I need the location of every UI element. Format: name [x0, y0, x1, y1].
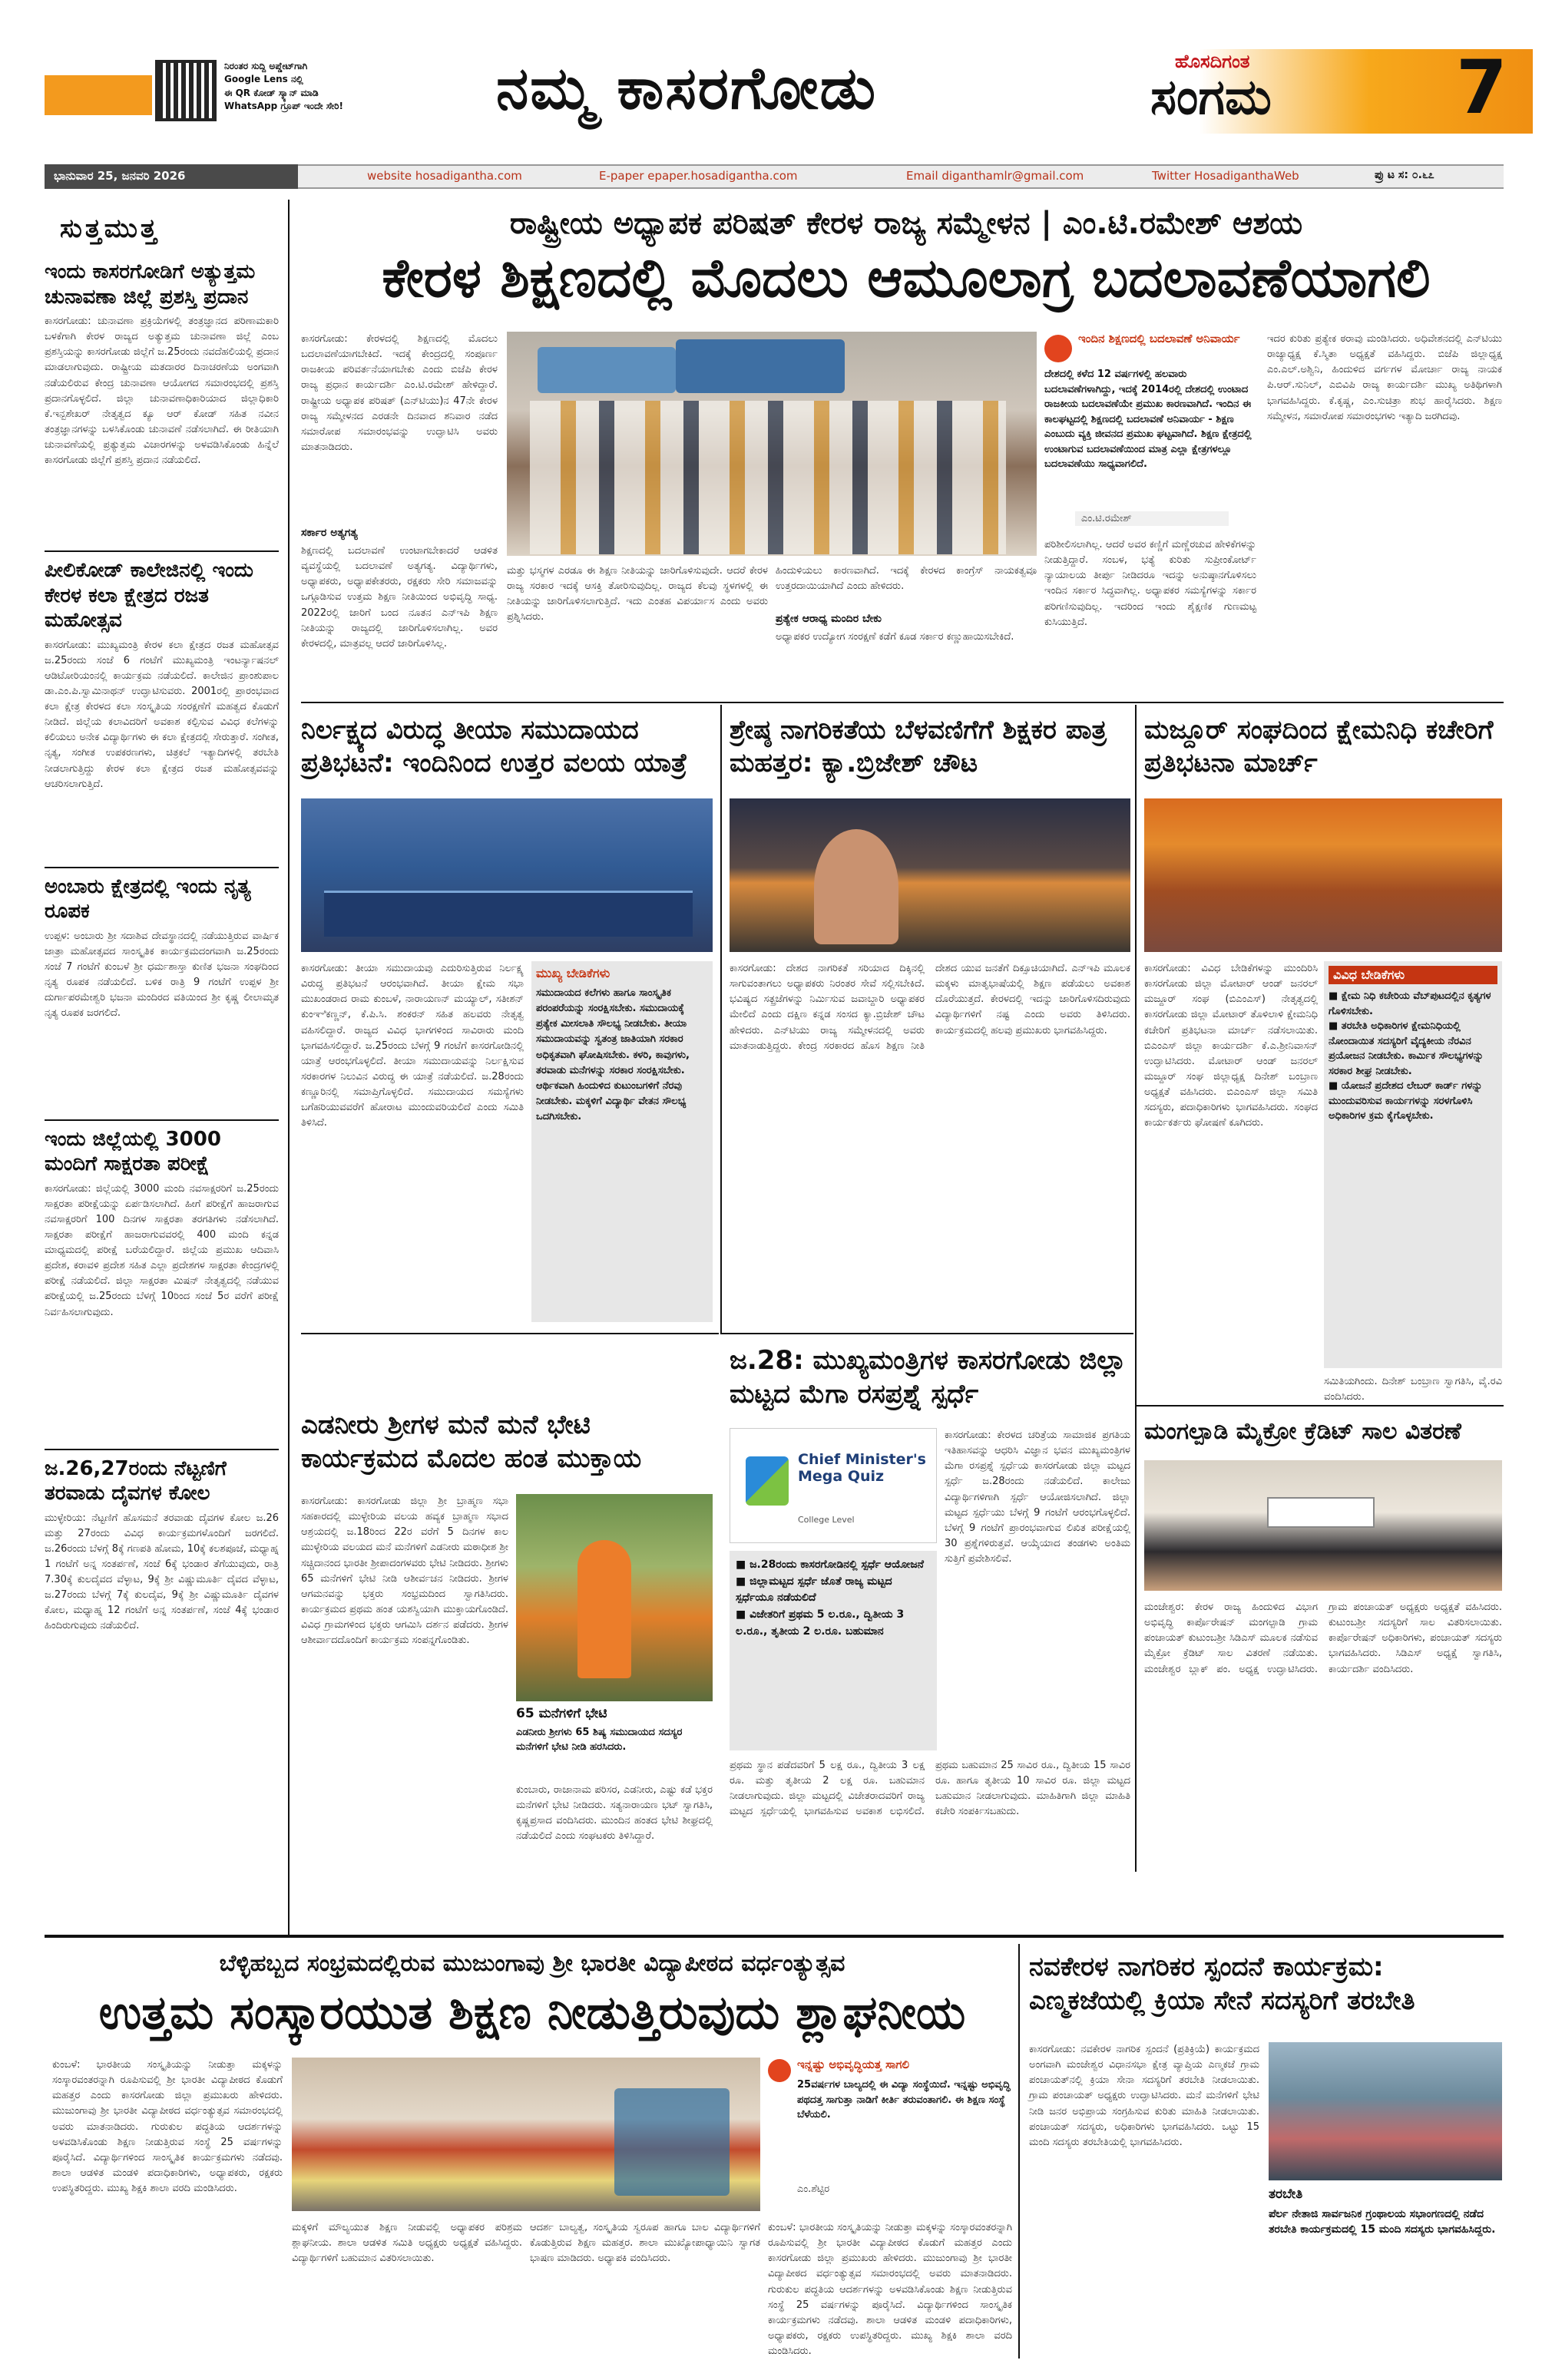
- lead-photo[interactable]: [507, 332, 1037, 556]
- quiz-logo: Chief Minister's Mega Quiz: [798, 1451, 926, 1485]
- demand-box-body: ■ ಕ್ಷೇಮ ನಿಧಿ ಕಚೇರಿಯ ವೆಬ್‌ಪುಟದಲ್ಲಿನ ಕೃತ್ಯಗಳ ಗೊಳಿಸಬೇಕು. ■ ತರಬೇತಿ ಅಧಿಕಾರಿಗಳ ಕ್ಷೇಮನಿಧಿಯಲ್ಲಿ ನೋಂದಾಯಿತ ಸದಸ್ಯರಿಗೆ ವೈದ್ಯಕೀಯ ನೆರವಿನ ಪ್ರಯೋಜನ ನೀಡಬೇಕು. ಕಾರ್ಮಿಕ ಸೌಲಭ್ಯಗಳನ್ನು ಸರಕಾರ ಶೀಘ್ರ ನೀಡಬೇಕು. ■ ಯೋಜನೆ ಪ್ರದೇಶದ ಲೇಬರ್ ಕಾರ್ಡ್ ಗಳನ್ನು ಮುಂದುವರಿಸುವ ಕಾರ್ಯಗಳನ್ನು ಸರಳಗೊಳಿಸಿ ಅಧಿಕಾರಿಗಳ ಕ್ರಮ ಕೈಗೊಳ್ಳಬೇಕು.: [1329, 990, 1491, 1122]
- lead-body-col5: ಇದರ ಕುರಿತು ಪ್ರತ್ಯೇಕ ಠರಾವು ಮಂಡಿಸಿದರು. ಅಧಿವೇಶನದಲ್ಲಿ ಎನ್‌ಟಿಯು ರಾಜ್ಯಾಧ್ಯಕ್ಷ ಕೆ.ಸ್ಮಿತಾ ಅಧ್ಯಕ್ಷತೆ ವಹಿಸಿದ್ದರು. ಬಿಜೆಪಿ ಜಿಲ್ಲಾಧ್ಯಕ್ಷ ಎಂ.ಎಲ್.ಅಶ್ವಿನಿ, ಹಿಂದುಳಿದ ವರ್ಗಗಳ ಮೋರ್ಚಾ ರಾಜ್ಯ ನಾಯಕ ಪಿ.ಆರ್.ಸುನಿಲ್, ಎಬಿವಿಪಿ ರಾಜ್ಯ ಕಾರ್ಯದರ್ಶಿ ಮುಖ್ಯ ಅತಿಥಿಗಳಾಗಿ ಭಾಗವಹಿಸಿದ್ದರು. ಕೆ.ಕೃಷ್ಣ, ಎಂ.ಸುಚಿತ್ರಾ ಶುಭ ಹಾರೈಸಿದರು. ಶಿಕ್ಷಣ ಸಮ್ಮೇಳನ, ಸಮಾರೋಪ ಸಮಾರಂಭಗಳು ಇತ್ಯಾದಿ ಜರಗಿದವು.: [1267, 333, 1502, 422]
- story-headline: ಮಜ್ದೂರ್ ಸಂಘದಿಂದ ಕ್ಷೇಮನಿಧಿ ಕಚೇರಿಗೆ ಪ್ರತಿಭಟನಾ ಮಾರ್ಚ್: [1144, 715, 1494, 778]
- page-code: ಪ್ರು ಟ ಸ: ೦.೬೭: [1375, 169, 1434, 181]
- quote-byline: ಎಂ.ಶೆಟ್ಟಿರ: [797, 2183, 830, 2195]
- lead-kicker: ರಾಷ್ಟ್ರೀಯ ಅಧ್ಯಾಪಕ ಪರಿಷತ್ ಕೇರಳ ರಾಜ್ಯ ಸಮ್ಮೇಳನ | ಎಂ.ಟಿ.ರಮೇಶ್ ಆಶಯ: [509, 206, 1303, 241]
- story-body-3: ಆದರ್ಶ ಬಾಲ್ಯತ್ವ, ಸಂಸ್ಕೃತಿಯ ಸ್ವರೂಪ ಹಾಗೂ ಬಾಲ ವಿದ್ಯಾರ್ಥಿಗಳಿಗೆ ಕೊಡುತ್ತಿರುವ ಶಿಕ್ಷಣ ಮಹತ್ತರ. ಶಾಲಾ ಮುಖ್ಯೋಪಾಧ್ಯಾಯಿನಿ ಸ್ವಾಗತ ಭಾಷಣ ಮಾಡಿದರು. ಅಧ್ಯಾಪಕಿ ವಂದಿಸಿದರು.: [530, 2222, 760, 2265]
- quiz-logo-icon: [746, 1456, 789, 1506]
- quote-headline: ಇನ್ನಷ್ಟು ಅಭಿವೃದ್ಧಿಯತ್ತ ಸಾಗಲಿ: [797, 2058, 910, 2071]
- demand-box: [531, 961, 713, 1322]
- quote-icon: [1044, 335, 1072, 362]
- story-photo[interactable]: [292, 2058, 760, 2211]
- story-body: ಕಾಸರಗೋಡು: ವಿವಿಧ ಬೇಡಿಕೆಗಳನ್ನು ಮುಂದಿರಿಸಿ ಕಾಸರಗೋಡು ಜಿಲ್ಲಾ ಮೋಟಾರ್ ಆಂಡ್ ಜನರಲ್ ಮಜ್ದೂರ್ ಸಂಘ (ಬಿಎಂಎಸ್) ನೇತೃತ್ವದಲ್ಲಿ ಕಾಸರಗೋಡು ಜಿಲ್ಲಾ ಮೋಟಾರ್ ತೊಳಿಲಾಳಿ ಕ್ಷೇಮನಿಧಿ ಕಚೇರಿಗೆ ಪ್ರತಿಭಟನಾ ಮಾರ್ಚ್ ನಡೆಸಲಾಯಿತು. ಬಿಎಂಎಸ್ ಜಿಲ್ಲಾ ಕಾರ್ಯದರ್ಶಿ ಕೆ.ಎ.ಶ್ರೀನಿವಾಸನ್ ಉದ್ಘಾಟಿಸಿದರು. ಮೋಟಾರ್ ಆಂಡ್ ಜನರಲ್ ಮಜ್ದೂರ್ ಸಂಘ ಜಿಲ್ಲಾಧ್ಯಕ್ಷ ದಿನೇಶ್ ಬಂಬ್ರಾಣ ಅಧ್ಯಕ್ಷತೆ ವಹಿಸಿದರು. ಬಿಎಂಎಸ್ ಜಿಲ್ಲಾ ಸಮಿತಿ ಸದಸ್ಯರು, ಪದಾಧಿಕಾರಿಗಳು ಭಾಗವಹಿಸಿದರು. ಸಂಘದ ಕಾರ್ಯಕರ್ತರು ಘೋಷಣೆ ಕೂಗಿದರು.: [1144, 963, 1318, 1129]
- twitter-link[interactable]: Twitter HosadiganthaWeb: [1152, 169, 1299, 183]
- story-headline: ಎಡನೀರು ಶ್ರೀಗಳ ಮನೆ ಮನೆ ಭೇಟಿ ಕಾರ್ಯಕ್ರಮದ ಮೊದಲ ಹಂತ ಮುಕ್ತಾಯ: [301, 1410, 642, 1475]
- story-body: ಕಾಸರಗೋಡು: ಕೇರಳದ ಚರಿತ್ರೆಯ ಸಾಮಾಜಿಕ ಪ್ರಗತಿಯ ಇತಿಹಾಸವನ್ನು ಆಧರಿಸಿ ವಿಜ್ಞಾನ ಭವನ ಮುಖ್ಯಮಂತ್ರಿಗಳ ಮೆಗಾ ರಸಪ್ರಶ್ನೆ ಸ್ಪರ್ಧೆಯ ಕಾಸರಗೋಡು ಜಿಲ್ಲಾ ಮಟ್ಟದ ಸ್ಪರ್ಧೆ ಜ.28ರಂದು ನಡೆಯಲಿದೆ. ಕಾಲೇಜು ವಿದ್ಯಾರ್ಥಿಗಳಿಗಾಗಿ ಸ್ಪರ್ಧೆ ಆಯೋಜಿಸಲಾಗಿದೆ. ಜಿಲ್ಲಾ ಮಟ್ಟದ ಸ್ಪರ್ಧೆಯು ಬೆಳಗ್ಗೆ 9 ಗಂಟೆಗೆ ಆರಂಭಗೊಳ್ಳಲಿದೆ. ಬೆಳಗ್ಗೆ 9 ಗಂಟೆಗೆ ಪ್ರಾರಂಭವಾಗುವ ಲಿಖಿತ ಪರೀಕ್ಷೆಯಲ್ಲಿ 30 ಪ್ರಶ್ನೆಗಳಿರುತ್ತವೆ. ಆಯ್ಕೆಯಾದ ತಂಡಗಳು ಅಂತಿಮ ಸುತ್ತಿಗೆ ಪ್ರವೇಶಿಸಲಿವೆ.: [945, 1430, 1130, 1565]
- sidebar-headline: ಅಂಬಾರು ಕ್ಷೇತ್ರದಲ್ಲಿ ಇಂದು ನೃತ್ಯ ರೂಪಕ: [45, 874, 251, 923]
- sidebar-brand: ಸುತ್ತಮುತ್ತ: [60, 213, 160, 244]
- sidebar-body: ಕಾಸರಗೋಡು: ಜಿಲ್ಲೆಯಲ್ಲಿ 3000 ಮಂದಿ ನವಸಾಕ್ಷರರಿಗೆ ಜ.25ರಂದು ಸಾಕ್ಷರತಾ ಪರೀಕ್ಷೆಯನ್ನು ಏರ್ಪಡಿಸಲಾಗಿದೆ. ಹೀಗೆ ಪರೀಕ್ಷೆಗೆ ಹಾಜರಾಗುವ ನವಸಾಕ್ಷರರಿಗೆ 100 ದಿನಗಳ ಸಾಕ್ಷರತಾ ತರಗತಿಗಳು ನಡೆಸಲಾಗಿದೆ. ಸಾಕ್ಷರತಾ ಪರೀಕ್ಷೆಗೆ ಹಾಜರಾಗುವವರಲ್ಲಿ 400 ಮಂದಿ ಕನ್ನಡ ಮಾಧ್ಯಮದಲ್ಲಿ ಪರೀಕ್ಷೆ ಬರೆಯಲಿದ್ದಾರೆ. ಜಿಲ್ಲೆಯ ಪ್ರಮುಖ ಆದಿವಾಸಿ ಪ್ರದೇಶ, ಕರಾವಳಿ ಪ್ರದೇಶ ಸಹಿತ ಎಲ್ಲಾ ಪ್ರದೇಶಗಳ ಸಾಕ್ಷರತಾ ಕೇಂದ್ರಗಳಲ್ಲಿ ಪರೀಕ್ಷೆ ನಡೆಯಲಿದೆ. ಜಿಲ್ಲಾ ಸಾಕ್ಷರತಾ ಮಿಷನ್ ನೇತೃತ್ವದಲ್ಲಿ ನಡೆಯುವ ಪರೀಕ್ಷೆಯಲ್ಲಿ ಜ.25ರಂದು ಬೆಳಗ್ಗೆ 10ರಿಂದ ಸಂಜೆ 5ರ ವರೆಗೆ ಪರೀಕ್ಷೆ ನಿರ್ವಹಿಸಲಾಗುವುದು.: [45, 1182, 279, 1318]
- story-photo[interactable]: [730, 798, 1130, 952]
- story-closing: ಸಮಿತಿಯಗಿಂದು. ದಿನೇಶ್ ಬಂಬ್ರಾಣ ಸ್ವಾಗತಿಸಿ, ವೈ.ರವಿ ವಂದಿಸಿದರು.: [1324, 1376, 1502, 1403]
- story-photo[interactable]: [516, 1494, 713, 1701]
- quiz-logo-sub: College Level: [798, 1515, 855, 1525]
- story-body: ಮಂಜೇಶ್ವರ: ಕೇರಳ ರಾಜ್ಯ ಹಿಂದುಳಿದ ವಿಭಾಗ ಅಭಿವೃದ್ಧಿ ಕಾರ್ಪೊರೇಷನ್ ಮಂಗಲ್ಪಾಡಿ ಗ್ರಾಮ ಪಂಚಾಯತ್ ಕುಟುಂಬಶ್ರೀ ಸಿಡಿಎಸ್ ಮೂಲಕ ನಡೆಸುವ ಮೈಕ್ರೋ ಕ್ರೆಡಿಟ್ ಸಾಲ ವಿತರಣೆ ನಡೆಯಿತು. ಮಂಜೇಶ್ವರ ಬ್ಲಾಕ್ ಪಂ. ಅಧ್ಯಕ್ಷ ಉದ್ಘಾಟಿಸಿದರು. ಗ್ರಾಮ ಪಂಚಾಯತ್ ಅಧ್ಯಕ್ಷರು ಅಧ್ಯಕ್ಷತೆ ವಹಿಸಿದರು. ಕುಟುಂಬಶ್ರೀ ಸದಸ್ಯರಿಗೆ ಸಾಲ ವಿತರಿಸಲಾಯಿತು. ಕಾರ್ಪೊರೇಷನ್ ಅಧಿಕಾರಿಗಳು, ಪಂಚಾಯತ್ ಸದಸ್ಯರು ಭಾಗವಹಿಸಿದರು. ಸಿಡಿಎಸ್ ಅಧ್ಯಕ್ಷೆ ಸ್ವಾಗತಿಸಿ, ಕಾರ್ಯದರ್ಶಿ ವಂದಿಸಿದರು.: [1144, 1602, 1502, 1675]
- story-headline: ಉತ್ತಮ ಸಂಸ್ಕಾರಯುತ ಶಿಕ್ಷಣ ನೀಡುತ್ತಿರುವುದು ಶ್ಲಾಘನೀಯ: [98, 1986, 966, 2040]
- story-body: ಕುಂಬಳೆ: ಭಾರತೀಯ ಸಂಸ್ಕೃತಿಯನ್ನು ನೀಡುತ್ತಾ ಮಕ್ಕಳನ್ನು ಸಂಸ್ಕಾರವಂತರನ್ನಾಗಿ ರೂಪಿಸುವಲ್ಲಿ ಶ್ರೀ ಭಾರತೀ ವಿದ್ಯಾಪೀಠದ ಕೊಡುಗೆ ಮಹತ್ತರ ಎಂದು ಕಾಸರಗೋಡು ಜಿಲ್ಲಾ ಪ್ರಮುಖರು ಹೇಳಿದರು. ಮುಜುಂಗಾವು ಶ್ರೀ ಭಾರತೀ ವಿದ್ಯಾಪೀಠದ ವರ್ಧಂತ್ಯುತ್ಸವ ಸಮಾರಂಭದಲ್ಲಿ ಅವರು ಮಾತನಾಡಿದರು. ಗುರುಕುಲ ಪದ್ಧತಿಯ ಆದರ್ಶಗಳನ್ನು ಅಳವಡಿಸಿಕೊಂಡು ಶಿಕ್ಷಣ ನೀಡುತ್ತಿರುವ ಸಂಸ್ಥೆ 25 ವರ್ಷಗಳನ್ನು ಪೂರೈಸಿದೆ. ವಿದ್ಯಾರ್ಥಿಗಳಿಂದ ಸಾಂಸ್ಕೃತಿಕ ಕಾರ್ಯಕ್ರಮಗಳು ನಡೆದವು. ಶಾಲಾ ಆಡಳಿತ ಮಂಡಳಿ ಪದಾಧಿಕಾರಿಗಳು, ಅಧ್ಯಾಪಕರು, ರಕ್ಷಕರು ಉಪಸ್ಥಿತರಿದ್ದರು. ಮುಖ್ಯ ಶಿಕ್ಷಕಿ ಶಾಲಾ ವರದಿ ಮಂಡಿಸಿದರು.: [52, 2059, 283, 2195]
- lead-subhead-2: ಪ್ರತ್ಯೇಕ ಆರಾಧ್ಯ ಮಂದಿರ ಬೇಕು: [776, 613, 882, 625]
- qr-note: ನಿರಂತರ ಸುದ್ದಿ ಅಪ್ಡೇಟ್‌ಗಾಗಿ Google Lens ನಲ್ಲಿ ಈ QR ಕೋಡ್ ಸ್ಕ್ಯಾನ್ ಮಾಡಿ WhatsApp ಗ್ರೂಪ್ ಇಂದೇ ಸೇರಿ!: [224, 61, 343, 112]
- story-headline: ನಿರ್ಲಕ್ಷ್ಯದ ವಿರುದ್ಧ ತೀಯಾ ಸಮುದಾಯದ ಪ್ರತಿಭಟನೆ: ಇಂದಿನಿಂದ ಉತ್ತರ ವಲಯ ಯಾತ್ರೆ: [301, 715, 687, 778]
- story-photo[interactable]: [1144, 798, 1502, 952]
- story-body-2: ಕುಂಬಾರು, ರಾಜಾನಾಮ ಪರಿಸರ, ಎಡನೀರು, ಎಷ್ಟು ಕಡೆ ಭಕ್ತರ ಮನೆಗಳಿಗೆ ಭೇಟಿ ನೀಡಿದರು. ಸತ್ಯನಾರಾಯಣ ಭಟ್ ಸ್ವಾಗತಿಸಿ, ಕೃಷ್ಣಪ್ರಸಾದ ವಂದಿಸಿದರು. ಮುಂದಿನ ಹಂತದ ಭೇಟಿ ಶೀಘ್ರದಲ್ಲಿ ನಡೆಯಲಿದೆ ಎಂದು ಸಂಘಟಕರು ತಿಳಿಸಿದ್ದಾರೆ.: [516, 1784, 713, 1843]
- quote-headline: ಇಂದಿನ ಶಿಕ್ಷಣದಲ್ಲಿ ಬದಲಾವಣೆ ಅನಿವಾರ್ಯ: [1078, 332, 1240, 345]
- sidebar-body: ಕಾಸರಗೋಡು: ಮುಖ್ಯಮಂತ್ರಿ ಕೇರಳ ಕಲಾ ಕ್ಷೇತ್ರದ ರಜತ ಮಹೋತ್ಸವ ಜ.25ರಂದು ಸಂಜೆ 6 ಗಂಟೆಗೆ ಮುಖ್ಯಮಂತ್ರಿ ಇಂಟರ್ನ್ಯಾಷನಲ್ ಆಡಿಟೋರಿಯಂನಲ್ಲಿ ಕಾರ್ಯಕ್ರಮ ನಡೆಯಲಿದೆ. ಕಾಲೇಜಿನ ಪ್ರಾಂಶುಪಾಲ ಡಾ.ಎಂ.ಪಿ.ಸ್ವಾಮಿನಾಥನ್ ಉದ್ಘಾಟಿಸುವರು. 2001ರಲ್ಲಿ ಪ್ರಾರಂಭವಾದ ಕಲಾ ಕ್ಷೇತ್ರ ಕೇರಳದ ಕಲಾ ಸಂಸ್ಕೃತಿಯ ಸಂರಕ್ಷಣೆಗೆ ಮಹತ್ವದ ಕೊಡುಗೆ ನೀಡಿದೆ. ಜಿಲ್ಲೆಯ ಕಲಾವಿದರಿಗೆ ಅವಕಾಶ ಕಲ್ಪಿಸುವ ವಿವಿಧ ಕಲೆಗಳನ್ನು ಕಲಿಯಲು ಅನೇಕ ವಿದ್ಯಾರ್ಥಿಗಳು ಈ ಕಲಾ ಕ್ಷೇತ್ರದಲ್ಲಿ ಸೇರುತ್ತಾರೆ. ಸಂಗೀತ, ನೃತ್ಯ, ಸಂಗೀತ ಉಪಕರಣಗಳು, ಚಿತ್ರಕಲೆ ಇತ್ಯಾದಿಗಳಲ್ಲಿ ತರಬೇತಿ ನೀಡಲಾಗುತ್ತಿದ್ದು ಕೇರಳ ಕಲಾ ಕ್ಷೇತ್ರದ ರಜತ ಮಹೋತ್ಸವವನ್ನು ಆಚರಿಸಲಾಗುತ್ತಿದೆ.: [45, 639, 279, 790]
- section-name: ಸಂಗಮ: [1150, 69, 1272, 126]
- website-link[interactable]: website hosadigantha.com: [367, 169, 522, 183]
- sidebar: [45, 259, 279, 1933]
- lead-subhead: ಸರ್ಕಾರ ಅತ್ಯಗತ್ಯ: [301, 527, 358, 539]
- page-title: ನಮ್ಮ ಕಾಸರಗೋಡು: [496, 54, 878, 122]
- qr-code[interactable]: [155, 60, 217, 121]
- story-body-2: ಮಕ್ಕಳಿಗೆ ಮೌಲ್ಯಯುತ ಶಿಕ್ಷಣ ನೀಡುವಲ್ಲಿ ಅಧ್ಯಾಪಕರ ಪರಿಶ್ರಮ ಶ್ಲಾಘನೀಯ. ಶಾಲಾ ಆಡಳಿತ ಸಮಿತಿ ಅಧ್ಯಕ್ಷರು ಅಧ್ಯಕ್ಷತೆ ವಹಿಸಿದ್ದರು. ವಿದ್ಯಾರ್ಥಿಗಳಿಗೆ ಬಹುಮಾನ ವಿತರಿಸಲಾಯಿತು.: [292, 2222, 522, 2265]
- sidebar-headline: ಇಂದು ಜಿಲ್ಲೆಯಲ್ಲಿ 3000 ಮಂದಿಗೆ ಸಾಕ್ಷರತಾ ಪರೀಕ್ಷೆ: [45, 1127, 221, 1175]
- sidebar-headline: ಇಂದು ಕಾಸರಗೋಡಿಗೆ ಅತ್ಯುತ್ತಮ ಚುನಾವಣಾ ಜಿಲ್ಲೆ ಪ್ರಶಸ್ತಿ ಪ್ರದಾನ: [45, 260, 256, 309]
- sidebar-body: ಉಪ್ಪಳ: ಅಂಬಾರು ಶ್ರೀ ಸದಾಶಿವ ದೇವಸ್ಥಾನದಲ್ಲಿ ನಡೆಯುತ್ತಿರುವ ವಾರ್ಷಿಕ ಜಾತ್ರಾ ಮಹೋತ್ಸವದ ಸಾಂಸ್ಕೃತಿಕ ಕಾರ್ಯಕ್ರಮದಂಗವಾಗಿ ಜ.25ರಂದು ಸಂಜೆ 7 ಗಂಟೆಗೆ ಕುಂಬಳೆ ಶ್ರೀ ಧರ್ಮಶಾಸ್ತಾ ಕುಣಿತ ಭಜನಾ ಸಂಘದಿಂದ ನೃತ್ಯ ರೂಪಕ ನಡೆಯಲಿದೆ. ಬಳಿಕ ರಾತ್ರಿ 9 ಗಂಟೆಗೆ ಉಪ್ಪಳ ಶ್ರೀ ದುರ್ಗಾಪರಮೇಶ್ವರಿ ಭಜನಾ ಮಂದಿರದ ವತಿಯಿಂದ ಶ್ರೀ ಕೃಷ್ಣ ಲೀಲಾಮೃತ ನೃತ್ಯ ರೂಪಕ ಜರಗಲಿದೆ.: [45, 930, 279, 1020]
- demand-box-title: ಮುಖ್ಯ ಬೇಡಿಕೆಗಳು: [536, 966, 611, 980]
- lead-headline: ಕೇರಳ ಶಿಕ್ಷಣದಲ್ಲಿ ಮೊದಲು ಆಮೂಲಾಗ್ರ ಬದಲಾವಣೆಯಾಗಲಿ: [382, 246, 1431, 309]
- caption-headline: 65 ಮನೆಗಳಿಗೆ ಭೇಟಿ: [516, 1706, 607, 1721]
- date-label: ಭಾನುವಾರ 25, ಜನವರಿ 2026: [45, 164, 298, 189]
- quote-text: ದೇಶದಲ್ಲಿ ಕಳೆದ 12 ವರ್ಷಗಳಲ್ಲಿ ಹಲವಾರು ಬದಲಾವಣೆಗಳಾಗಿದ್ದು, ಇದಕ್ಕೆ 2014ರಲ್ಲಿ ದೇಶದಲ್ಲಿ ಉಂಟಾದ ರಾಜಕೀಯ ಬದಲಾವಣೆಯೇ ಪ್ರಮುಖ ಕಾರಣವಾಗಿದೆ. ಇಂದಿನ ಈ ಕಾಲಘಟ್ಟದಲ್ಲಿ ಶಿಕ್ಷಣದಲ್ಲಿ ಬದಲಾವಣೆ ಅನಿವಾರ್ಯ - ಶಿಕ್ಷಣ ಎಂಬುದು ವ್ಯಕ್ತಿ ಜೀವನದ ಪ್ರಮುಖ ಘಟ್ಟವಾಗಿದೆ. ಶಿಕ್ಷಣ ಕ್ಷೇತ್ರದಲ್ಲಿ ಉಂಟಾಗುವ ಬದಲಾವಣೆಯಿಂದ ಮಾತ್ರ ಎಲ್ಲಾ ಕ್ಷೇತ್ರಗಳಲ್ಲೂ ಬದಲಾವಣೆಯು ಸಾಧ್ಯವಾಗಲಿದೆ.: [1044, 369, 1252, 470]
- orange-block: [45, 75, 152, 115]
- story-body-2: ಪ್ರಥಮ ಸ್ಥಾನ ಪಡೆದವರಿಗೆ 5 ಲಕ್ಷ ರೂ., ದ್ವಿತೀಯ 3 ಲಕ್ಷ ರೂ. ಮತ್ತು ತೃತೀಯ 2 ಲಕ್ಷ ರೂ. ಬಹುಮಾನ ನೀಡಲಾಗುವುದು. ಜಿಲ್ಲಾ ಮಟ್ಟದಲ್ಲಿ ವಿಜೇತರಾದವರಿಗೆ ರಾಜ್ಯ ಮಟ್ಟದ ಸ್ಪರ್ಧೆಯಲ್ಲಿ ಭಾಗವಹಿಸುವ ಅವಕಾಶ ಲಭಿಸಲಿದೆ. ಪ್ರಥಮ ಬಹುಮಾನ 25 ಸಾವಿರ ರೂ., ದ್ವಿತೀಯ 15 ಸಾವಿರ ರೂ. ಹಾಗೂ ತೃತೀಯ 10 ಸಾವಿರ ರೂ. ಜಿಲ್ಲಾ ಮಟ್ಟದ ಬಹುಮಾನ ನೀಡಲಾಗುವುದು. ಮಾಹಿತಿಗಾಗಿ ಜಿಲ್ಲಾ ಮಾಹಿತಿ ಕಚೇರಿ ಸಂಪರ್ಕಿಸಬಹುದು.: [730, 1760, 1130, 1818]
- sidebar-headline: ಜ.26,27ರಂದು ನೆಟ್ಟಣಿಗೆ ತರವಾಡು ದೈವಗಳ ಕೋಲ: [45, 1456, 227, 1505]
- brand-logo: ಹೊಸದಿಗಂತ: [1175, 51, 1250, 72]
- story-photo[interactable]: [301, 798, 713, 952]
- lead-body-col3: ಹಿಂದುಳಿಯಲು ಕಾರಣವಾಗಿದೆ. ಇದಕ್ಕೆ ಕೇರಳದ ಕಾಂಗ್ರೆಸ್ ನಾಯಕತ್ವವೂ ಉತ್ತರದಾಯಿಯಾಗಿದೆ ಎಂದು ಹೇಳಿದರು.: [776, 565, 1037, 593]
- demand-box: [1324, 961, 1502, 1368]
- story-headline: ಜ.28: ಮುಖ್ಯಮಂತ್ರಿಗಳ ಕಾಸರಗೋಡು ಜಿಲ್ಲಾ ಮಟ್ಟದ ಮೆಗಾ ರಸಪ್ರಶ್ನೆ ಸ್ಪರ್ಧೆ: [730, 1345, 1127, 1410]
- story-body: ಕಾಸರಗೋಡು: ತೀಯಾ ಸಮುದಾಯವು ಎದುರಿಸುತ್ತಿರುವ ನಿರ್ಲಕ್ಷ್ಯ ವಿರುದ್ಧ ಪ್ರತಿಭಟನೆ ಆರಂಭವಾಗಿದೆ. ತೀಯಾ ಕ್ಷೇಮ ಸಭಾ ಮುಖಂಡರಾದ ರಾಮ ಕುಂಬಳೆ, ನಾರಾಯಣನ್ ಮಯ್ಯಾಲ್, ಸತೀಶನ್ ಕುಂಞಿಕಣ್ಣನ್, ಕೆ.ಪಿ.ಸಿ. ಶಂಕರನ್ ಸಹಿತ ಹಲವರು ನೇತೃತ್ವ ವಹಿಸಲಿದ್ದಾರೆ. ರಾಜ್ಯದ ವಿವಿಧ ಭಾಗಗಳಿಂದ ಸಾವಿರಾರು ಮಂದಿ ಭಾಗವಹಿಸಲಿದ್ದಾರೆ. ಜ.25ರಂದು ಬೆಳಗ್ಗೆ 9 ಗಂಟೆಗೆ ಕಾಸರಗೋಡಿನಲ್ಲಿ ಯಾತ್ರೆ ಆರಂಭಗೊಳ್ಳಲಿದೆ. ತೀಯಾ ಸಮುದಾಯವನ್ನು ನಿರ್ಲಕ್ಷಿಸುವ ಸರಕಾರಗಳ ನಿಲುವಿನ ವಿರುದ್ಧ ಈ ಯಾತ್ರೆ ನಡೆಯಲಿದೆ. ಜ.28ರಂದು ಕಣ್ಣೂರಿನಲ್ಲಿ ಸಮಾಪ್ತಿಗೊಳ್ಳಲಿದೆ. ಸಮುದಾಯದ ಸಮಸ್ಯೆಗಳು ಬಗೆಹರಿಯುವವರೆಗೆ ಹೋರಾಟ ಮುಂದುವರಿಯಲಿದೆ ಎಂದು ಸಮಿತಿ ತಿಳಿಸಿದೆ.: [301, 963, 524, 1129]
- page-number: 7: [1456, 45, 1507, 131]
- email-link[interactable]: Email diganthamlr@gmail.com: [906, 169, 1084, 183]
- lead-body-col3b: ಅಧ್ಯಾಪಕರ ಉದ್ಯೋಗ ಸಂರಕ್ಷಣೆ ಕಡೆಗೆ ಕೂಡ ಸರ್ಕಾರ ಕಣ್ಣುಹಾಯಿಸಬೇಕಿದೆ.: [776, 631, 1014, 643]
- lead-body-col1b: ಶಿಕ್ಷಣದಲ್ಲಿ ಬದಲಾವಣೆ ಉಂಟಾಗಬೇಕಾದರೆ ಆಡಳಿತ ವ್ಯವಸ್ಥೆಯಲ್ಲಿ ಬದಲಾವಣೆ ಅತ್ಯಗತ್ಯ. ವಿದ್ಯಾರ್ಥಿಗಳು, ಅಧ್ಯಾಪಕರು, ಅಧ್ಯಾಪಕೇತರರು, ರಕ್ಷಕರು ಸೇರಿ ಸಮಾಜವನ್ನು ಒಗ್ಗೂಡಿಸುವ ಉತ್ತಮ ಶಿಕ್ಷಣ ನೀತಿಯಿಂದ ಅಭಿವೃದ್ಧಿ ಸಾಧ್ಯ. 2022ರಲ್ಲಿ ಜಾರಿಗೆ ಬಂದ ನೂತನ ಎನ್‌ಇಪಿ ಶಿಕ್ಷಣ ನೀತಿಯನ್ನು ರಾಜ್ಯದಲ್ಲಿ ಜಾರಿಗೊಳಿಸಲಾಗಿಲ್ಲ. ಅವರ ಕೇರಳದಲ್ಲಿ, ಮಾತ್ರವಲ್ಲ ಆದರೆ ಜಾರಿಗೊಳಿಸಿಲ್ಲ.: [301, 545, 498, 650]
- sidebar-body: ಕಾಸರಗೋಡು: ಚುನಾವಣಾ ಪ್ರಕ್ರಿಯೆಗಳಲ್ಲಿ ತಂತ್ರಜ್ಞಾನದ ಪರಿಣಾಮಕಾರಿ ಬಳಕೆಗಾಗಿ ಕೇರಳ ರಾಜ್ಯದ ಅತ್ಯುತ್ತಮ ಚುನಾವಣಾ ಜಿಲ್ಲೆ ಎಂಬ ಪ್ರಶಸ್ತಿಯನ್ನು ಕಾಸರಗೋಡು ಜಿಲ್ಲೆಗೆ ಜ.25ರಂದು ನವದೆಹಲಿಯಲ್ಲಿ ಪ್ರದಾನ ಮಾಡಲಾಗುವುದು. ರಾಷ್ಟ್ರೀಯ ಮತದಾರರ ದಿನಾಚರಣೆಯ ಅಂಗವಾಗಿ ನಡೆಯಲಿರುವ ಕೇಂದ್ರ ಚುನಾವಣಾ ಆಯೋಗದ ಸಮಾರಂಭದಲ್ಲಿ ಪ್ರಶಸ್ತಿ ಪ್ರದಾನಗೊಳ್ಳಲಿದೆ. ಜಿಲ್ಲಾ ಚುನಾವಣಾಧಿಕಾರಿಯಾದ ಜಿಲ್ಲಾಧಿಕಾರಿ ಕೆ.ಇನ್ಬಶೇಖರ್ ನೇತೃತ್ವದ ಕ್ಯೂ ಆರ್ ಕೋಡ್ ಸಹಿತ ನವೀನ ತಂತ್ರಜ್ಞಾನಗಳನ್ನು ಬಳಸಿಕೊಂಡು ಚುನಾವಣೆ ನಡೆಸಲಾಗಿದೆ. ಈ ರೀತಿಯಾಗಿ ಚುನಾವಣೆಯಲ್ಲಿ ಪ್ರತ್ಯುತ್ತಮ ವಿಚಾರಗಳನ್ನು ಅಳವಡಿಸಿಕೊಂಡು ಹಿನ್ನೆಲೆ ಕಾಸರಗೋಡು ಜಿಲ್ಲೆಗೆ ಪ್ರಶಸ್ತಿ ಪ್ರದಾನ ನಡೆಯಲಿದೆ.: [45, 316, 279, 467]
- sidebar-body: ಮುಳ್ಳೇರಿಯ: ನೆಟ್ಟಣಿಗೆ ಹೊಸಮನೆ ತರವಾಡು ದೈವಗಳ ಕೋಲ ಜ.26 ಮತ್ತು 27ರಂದು ವಿವಿಧ ಕಾರ್ಯಕ್ರಮಗಳೊಂದಿಗೆ ಜರಗಲಿದೆ. ಜ.26ರಂದು ಬೆಳಗ್ಗೆ 8ಕ್ಕೆ ಗಣಪತಿ ಹೋಮ, 10ಕ್ಕೆ ಕಲಶಪೂಜೆ, ಮಧ್ಯಾಹ್ನ 1 ಗಂಟೆಗೆ ಅನ್ನ ಸಂತರ್ಪಣೆ, ಸಂಜೆ 6ಕ್ಕೆ ಭಂಡಾರ ತೆಗೆಯುವುದು, ರಾತ್ರಿ 7.30ಕ್ಕೆ ಕುಲದೈವದ ವೆಳ್ಳಾಟ, 9ಕ್ಕೆ ಶ್ರೀ ವಿಷ್ಣುಮೂರ್ತಿ ದೈವದ ವೆಳ್ಳಾಟ, ಜ.27ರಂದು ಬೆಳಗ್ಗೆ 7ಕ್ಕೆ ಕುಲದೈವ, 9ಕ್ಕೆ ಶ್ರೀ ವಿಷ್ಣುಮೂರ್ತಿ ದೈವಗಳ ಕೋಲ, ಮಧ್ಯಾಹ್ನ 12 ಗಂಟೆಗೆ ಅನ್ನ ಸಂತರ್ಪಣೆ, ಸಂಜೆ 4ಕ್ಕೆ ಭಂಡಾರ ಹಿಂದಿರುಗುವುದು ನಡೆಯಲಿದೆ.: [45, 1512, 279, 1632]
- demand-box-body: ಸಮುದಾಯದ ಕಲೆಗಳು ಹಾಗೂ ಸಾಂಸ್ಕೃತಿಕ ಪರಂಪರೆಯನ್ನು ಸಂರಕ್ಷಿಸಬೇಕು. ಸಮುದಾಯಕ್ಕೆ ಪ್ರತ್ಯೇಕ ಮೀಸಲಾತಿ ಸೌಲಭ್ಯ ನೀಡಬೇಕು. ತೀಯಾ ಸಮುದಾಯವನ್ನು ಸ್ವತಂತ್ರ ಜಾತಿಯಾಗಿ ಸರಕಾರ ಅಧಿಕೃತವಾಗಿ ಘೋಷಿಸಬೇಕು. ಕಳರಿ, ಕಾವುಗಳು, ತರವಾಡು ಮನೆಗಳನ್ನು ಸರಕಾರ ಸಂರಕ್ಷಿಸಬೇಕು. ಆರ್ಥಿಕವಾಗಿ ಹಿಂದುಳಿದ ಕುಟುಂಬಗಳಿಗೆ ನೆರವು ನೀಡಬೇಕು. ಮಕ್ಕಳಿಗೆ ವಿದ್ಯಾರ್ಥಿ ವೇತನ ಸೌಲಭ್ಯ ಒದಗಿಸಬೇಕು.: [536, 987, 690, 1123]
- lead-body-col2: ಮತ್ತು ಭಸ್ಮಗಳ ಎರಡೂ ಈ ಶಿಕ್ಷಣ ನೀತಿಯನ್ನು ಜಾರಿಗೊಳಿಸುವುದೇ. ಆದರೆ ಕೇರಳ ರಾಜ್ಯ ಸರಕಾರ ಇದಕ್ಕೆ ಆಸಕ್ತಿ ತೋರಿಸುವುದಿಲ್ಲ. ರಾಜ್ಯದ ಕೆಲವು ಸ್ಥಳಗಳಲ್ಲಿ ಈ ನೀತಿಯನ್ನು ಜಾರಿಗೊಳಿಸಲಾಗುತ್ತಿದೆ. ಇದು ಎಂತಹ ವಿಪರ್ಯಾಸ ಎಂದು ಅವರು ಪ್ರಶ್ನಿಸಿದರು.: [507, 565, 768, 623]
- story-photo[interactable]: [1144, 1460, 1502, 1591]
- lead-body-col1: ಕಾಸರಗೋಡು: ಕೇರಳದಲ್ಲಿ ಶಿಕ್ಷಣದಲ್ಲಿ ಮೊದಲು ಬದಲಾವಣೆಯಾಗಬೇಕಿದೆ. ಇದಕ್ಕೆ ಕೇಂದ್ರದಲ್ಲಿ ಸಂಪೂರ್ಣ ರಾಜಕೀಯ ಪರಿವರ್ತನೆಯಾಗಬೇಕು ಎಂದು ಬಿಜೆಪಿ ಕೇರಳ ರಾಜ್ಯ ಪ್ರಧಾನ ಕಾರ್ಯದರ್ಶಿ ಎಂ.ಟಿ.ರಮೇಶ್ ಹೇಳಿದ್ದಾರೆ. ರಾಷ್ಟ್ರೀಯ ಅಧ್ಯಾಪಕ ಪರಿಷತ್ (ಎನ್‌ಟಿಯು)ನ 47ನೇ ಕೇರಳ ರಾಜ್ಯ ಸಮ್ಮೇಳನದ ಎರಡನೇ ದಿನವಾದ ಶನಿವಾರ ನಡೆದ ಸಮಾರೋಪ ಸಮಾರಂಭವನ್ನು ಉದ್ಘಾಟಿಸಿ ಅವರು ಮಾತನಾಡಿದರು.: [301, 333, 498, 453]
- epaper-link[interactable]: E-paper epaper.hosadigantha.com: [599, 169, 798, 183]
- fact-box: [730, 1551, 937, 1750]
- caption-headline: ತರಬೇತಿ: [1269, 2187, 1303, 2202]
- quiz-logo-box[interactable]: [730, 1428, 937, 1543]
- quote-icon: [768, 2059, 791, 2082]
- quote-text: 25ವರ್ಷಗಳ ಬಾಲ್ಯದಲ್ಲಿ ಈ ವಿದ್ಯಾ ಸಂಸ್ಥೆಯಿದೆ. ಇನ್ನಷ್ಟು ಅಭಿವೃದ್ಧಿ ಪಥದತ್ತ ಸಾಗುತ್ತಾ ನಾಡಿಗೆ ಕೀರ್ತಿ ತರುವಂತಾಗಲಿ. ಈ ಶಿಕ್ಷಣ ಸಂಸ್ಥೆ ಬೆಳೆಯಲಿ.: [797, 2079, 1011, 2121]
- quote-box: [768, 2058, 1012, 2211]
- quote-byline: ಎಂ.ಟಿ.ರಮೇಶ್: [1075, 511, 1229, 526]
- sidebar-headline: ಪೀಲಿಕೋಡ್ ಕಾಲೇಜಿನಲ್ಲಿ ಇಂದು ಕೇರಳ ಕಲಾ ಕ್ಷೇತ್ರದ ರಜತ ಮಹೋತ್ಸವ: [45, 559, 253, 632]
- story-body: ಕಾಸರಗೋಡು: ದೇಶದ ನಾಗರಿಕತೆ ಸರಿಯಾದ ದಿಕ್ಕಿನಲ್ಲಿ ಸಾಗುವಂತಾಗಲು ಅಧ್ಯಾಪಕರು ನಿರಂತರ ಸೇವೆ ಸಲ್ಲಿಸಬೇಕಿದೆ. ಭವಿಷ್ಯದ ಸತ್ಪ್ರಜೆಗಳನ್ನು ನಿರ್ಮಿಸುವ ಜವಾಬ್ದಾರಿ ಅಧ್ಯಾಪಕರ ಮೇಲಿದೆ ಎಂದು ದಕ್ಷಿಣ ಕನ್ನಡ ಸಂಸದ ಕ್ಯಾ.ಬ್ರಿಜೇಶ್ ಚೌಟ ಹೇಳಿದರು. ಎನ್‌ಟಿಯು ರಾಜ್ಯ ಸಮ್ಮೇಳನದಲ್ಲಿ ಅವರು ಮಾತನಾಡುತ್ತಿದ್ದರು. ಕೇಂದ್ರ ಸರಕಾರದ ಹೊಸ ಶಿಕ್ಷಣ ನೀತಿ ದೇಶದ ಯುವ ಜನತೆಗೆ ದಿಕ್ಸೂಚಿಯಾಗಿದೆ. ಎನ್‌ಇಪಿ ಮೂಲಕ ಮಕ್ಕಳು ಮಾತೃಭಾಷೆಯಲ್ಲಿ ಶಿಕ್ಷಣ ಪಡೆಯಲು ಅವಕಾಶ ದೊರೆಯುತ್ತದೆ. ಕೇರಳದಲ್ಲಿ ಇದನ್ನು ಜಾರಿಗೊಳಿಸದಿರುವುದು ವಿದ್ಯಾರ್ಥಿಗಳಿಗೆ ನಷ್ಟ ಎಂದು ಅವರು ತಿಳಿಸಿದರು. ಕಾರ್ಯಕ್ರಮದಲ್ಲಿ ಹಲವು ಪ್ರಮುಖರು ಭಾಗವಹಿಸಿದ್ದರು.: [730, 963, 1130, 1052]
- photo-caption: ಪೆರ್ಲ ನೇತಾಜಿ ಸಾರ್ವಜನಿಕ ಗ್ರಂಥಾಲಯ ಸಭಾಂಗಣದಲ್ಲಿ ನಡೆದ ತರಬೇತಿ ಕಾರ್ಯಕ್ರಮದಲ್ಲಿ 15 ಮಂದಿ ಸದಸ್ಯರು ಭಾಗವಹಿಸಿದ್ದರು.: [1269, 2208, 1496, 2236]
- fact-box-body: ■ ಜ.28ರಂದು ಕಾಸರಗೋಡಿನಲ್ಲಿ ಸ್ಪರ್ಧೆ ಆಯೋಜನೆ ■ ಜಿಲ್ಲಾಮಟ್ಟದ ಸ್ಪರ್ಧೆ ಜೊತೆ ರಾಜ್ಯ ಮಟ್ಟದ ಸ್ಪರ್ಧೆಯೂ ನಡೆಯಲಿದೆ ■ ವಿಜೇತರಿಗೆ ಪ್ರಥಮ 5 ಲ.ರೂ., ದ್ವಿತೀಯ 3 ಲ.ರೂ., ತೃತೀಯ 2 ಲ.ರೂ. ಬಹುಮಾನ: [736, 1559, 924, 1638]
- story-kicker: ಬೆಳ್ಳಿಹಬ್ಬದ ಸಂಭ್ರಮದಲ್ಲಿರುವ ಮುಜುಂಗಾವು ಶ್ರೀ ಭಾರತೀ ವಿದ್ಯಾಪೀಠದ ವರ್ಧಂತ್ಯುತ್ಸವ: [219, 1950, 845, 1977]
- masthead: [45, 45, 1507, 157]
- story-headline: ಮಂಗಲ್ಪಾಡಿ ಮೈಕ್ರೋ ಕ್ರೆಡಿಟ್ ಸಾಲ ವಿತರಣೆ: [1144, 1418, 1461, 1445]
- story-body-4: ಕುಂಬಳೆ: ಭಾರತೀಯ ಸಂಸ್ಕೃತಿಯನ್ನು ನೀಡುತ್ತಾ ಮಕ್ಕಳನ್ನು ಸಂಸ್ಕಾರವಂತರನ್ನಾಗಿ ರೂಪಿಸುವಲ್ಲಿ ಶ್ರೀ ಭಾರತೀ ವಿದ್ಯಾಪೀಠದ ಕೊಡುಗೆ ಮಹತ್ತರ ಎಂದು ಕಾಸರಗೋಡು ಜಿಲ್ಲಾ ಪ್ರಮುಖರು ಹೇಳಿದರು. ಮುಜುಂಗಾವು ಶ್ರೀ ಭಾರತೀ ವಿದ್ಯಾಪೀಠದ ವರ್ಧಂತ್ಯುತ್ಸವ ಸಮಾರಂಭದಲ್ಲಿ ಅವರು ಮಾತನಾಡಿದರು. ಗುರುಕುಲ ಪದ್ಧತಿಯ ಆದರ್ಶಗಳನ್ನು ಅಳವಡಿಸಿಕೊಂಡು ಶಿಕ್ಷಣ ನೀಡುತ್ತಿರುವ ಸಂಸ್ಥೆ 25 ವರ್ಷಗಳನ್ನು ಪೂರೈಸಿದೆ. ವಿದ್ಯಾರ್ಥಿಗಳಿಂದ ಸಾಂಸ್ಕೃತಿಕ ಕಾರ್ಯಕ್ರಮಗಳು ನಡೆದವು. ಶಾಲಾ ಆಡಳಿತ ಮಂಡಳಿ ಪದಾಧಿಕಾರಿಗಳು, ಅಧ್ಯಾಪಕರು, ರಕ್ಷಕರು ಉಪಸ್ಥಿತರಿದ್ದರು. ಮುಖ್ಯ ಶಿಕ್ಷಕಿ ಶಾಲಾ ವರದಿ ಮಂಡಿಸಿದರು.: [768, 2222, 1012, 2358]
- story-photo[interactable]: [1269, 2042, 1502, 2180]
- lead-body-col4: ಪರಿಶೀಲಿಸಲಾಗಿಲ್ಲ. ಆದರೆ ಅವರ ಕಣ್ಣಿಗೆ ಮಣ್ಣೆರಚುವ ಹೇಳಿಕೆಗಳನ್ನು ನೀಡುತ್ತಿದ್ದಾರೆ. ಸಂಬಳ, ಭತ್ಯೆ ಕುರಿತು ಸುಪ್ರೀಂಕೋರ್ಟ್ ನ್ಯಾಯಾಲಯ ತೀರ್ಪು ನೀಡಿದರೂ ಇದನ್ನು ಅನುಷ್ಠಾನಗೊಳಿಸಲು ಇಂದಿನ ಸರ್ಕಾರ ಸಿದ್ಧವಾಗಿಲ್ಲ. ಅಧ್ಯಾಪಕರ ಸಮಸ್ಯೆಗಳನ್ನು ಸರ್ಕಾರ ಪರಿಗಣಿಸುವುದಿಲ್ಲ. ಇದರಿಂದ ಇಂದು ಶೈಕ್ಷಣಿಕ ಗುಣಮಟ್ಟ ಕುಸಿಯುತ್ತಿದೆ.: [1044, 539, 1256, 628]
- photo-caption: ಎಡನೀರು ಶ್ರೀಗಳು 65 ಶಿಷ್ಯ ಸಮುದಾಯದ ಸದಸ್ಯರ ಮನೆಗಳಿಗೆ ಭೇಟಿ ನೀಡಿ ಹರಸಿದರು.: [516, 1727, 683, 1753]
- story-body: ಕಾಸರಗೋಡು: ನವಕೇರಳ ನಾಗರಿಕ ಸ್ಪಂದನೆ (ಪ್ರತಿಕ್ರಿಯೆ) ಕಾರ್ಯಕ್ರಮದ ಅಂಗವಾಗಿ ಮಂಜೇಶ್ವರ ವಿಧಾನಸಭಾ ಕ್ಷೇತ್ರ ವ್ಯಾಪ್ತಿಯ ಎಣ್ಮಕಜೆ ಗ್ರಾಮ ಪಂಚಾಯತ್‌ನಲ್ಲಿ ಕ್ರಿಯಾ ಸೇನಾ ಸದಸ್ಯರಿಗೆ ತರಬೇತಿ ನೀಡಲಾಯಿತು. ಗ್ರಾಮ ಪಂಚಾಯತ್ ಅಧ್ಯಕ್ಷರು ಉದ್ಘಾಟಿಸಿದರು. ಮನೆ ಮನೆಗಳಿಗೆ ಭೇಟಿ ನೀಡಿ ಜನರ ಅಭಿಪ್ರಾಯ ಸಂಗ್ರಹಿಸುವ ಕುರಿತು ಮಾಹಿತಿ ನೀಡಲಾಯಿತು. ಪಂಚಾಯತ್ ಸದಸ್ಯರು, ಅಧಿಕಾರಿಗಳು ಭಾಗವಹಿಸಿದರು. ಒಟ್ಟು 15 ಮಂದಿ ಸದಸ್ಯರು ತರಬೇತಿಯಲ್ಲಿ ಭಾಗವಹಿಸಿದರು.: [1029, 2044, 1259, 2148]
- quote-box: [1044, 332, 1256, 508]
- story-headline: ಶ್ರೇಷ್ಠ ನಾಗರಿಕತೆಯ ಬೆಳವಣಿಗೆಗೆ ಶಿಕ್ಷಕರ ಪಾತ್ರ ಮಹತ್ತರ: ಕ್ಯಾ.ಬ್ರಿಜೇಶ್ ಚೌಟ: [730, 715, 1107, 778]
- story-body: ಕಾಸರಗೋಡು: ಕಾಸರಗೋಡು ಜಿಲ್ಲಾ ಶ್ರೀ ಬ್ರಾಹ್ಮಣ ಸಭಾ ಸಹಕಾರದಲ್ಲಿ ಮುಳ್ಳೇರಿಯ ವಲಯ ಹವ್ಯಕ ಬ್ರಾಹ್ಮಣ ಸಭಾದ ಆಶ್ರಯದಲ್ಲಿ ಜ.18ರಿಂದ 22ರ ವರೆಗೆ 5 ದಿನಗಳ ಕಾಲ ಮುಳ್ಳೇರಿಯ ವಲಯದ ಮನೆ ಮನೆಗಳಿಗೆ ಎಡನೀರು ಮಠಾಧೀಶ ಶ್ರೀ ಸಚ್ಚಿದಾನಂದ ಭಾರತೀ ಶ್ರೀಪಾದಂಗಳವರು ಭೇಟಿ ನೀಡಿದರು. ಶ್ರೀಗಳು 65 ಮನೆಗಳಿಗೆ ಭೇಟಿ ನೀಡಿ ಆಶೀರ್ವಚನ ನೀಡಿದರು. ಶ್ರೀಗಳ ಆಗಮನವನ್ನು ಭಕ್ತರು ಸಂಭ್ರಮದಿಂದ ಸ್ವಾಗತಿಸಿದರು. ಕಾರ್ಯಕ್ರಮದ ಪ್ರಥಮ ಹಂತ ಯಶಸ್ವಿಯಾಗಿ ಮುಕ್ತಾಯಗೊಂಡಿದೆ. ವಿವಿಧ ಗ್ರಾಮಗಳಿಂದ ಭಕ್ತರು ಆಗಮಿಸಿ ದರ್ಶನ ಪಡೆದರು. ಶ್ರೀಗಳ ಆಶೀರ್ವಾದದೊಂದಿಗೆ ಕಾರ್ಯಕ್ರಮ ಸಂಪನ್ನಗೊಂಡಿತು.: [301, 1496, 508, 1647]
- demand-box-title: ವಿವಿಧ ಬೇಡಿಕೆಗಳು: [1329, 966, 1497, 984]
- story-headline: ನವಕೇರಳ ನಾಗರಿಕರ ಸ್ಪಂದನೆ ಕಾರ್ಯಕ್ರಮ: ಎಣ್ಮಕಜೆಯಲ್ಲಿ ಕ್ರಿಯಾ ಸೇನೆ ಸದಸ್ಯರಿಗೆ ತರಬೇತಿ: [1029, 1952, 1415, 2017]
